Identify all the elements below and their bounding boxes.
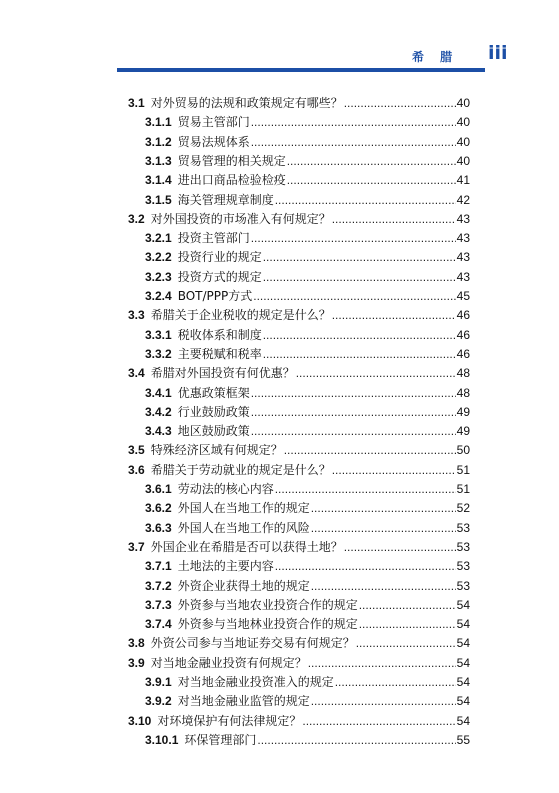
toc-entry[interactable] (145, 596, 470, 615)
toc-entry-title: 外资参与当地农业投资合作的规定 (177, 597, 358, 612)
toc-entry-page: 49 (456, 404, 470, 419)
toc-entry[interactable] (128, 712, 470, 731)
toc-entry-page: 54 (456, 597, 470, 612)
toc-entry-number: 3.4.1 (145, 385, 172, 400)
toc-entry-number: 3.2 (128, 211, 145, 226)
toc-leader-dots (251, 133, 456, 152)
toc-entry-title: 投资方式的规定 (177, 269, 262, 284)
toc-entry-page: 46 (456, 346, 470, 361)
toc-entry-page: 40 (456, 153, 470, 168)
toc-entry-title: 外资企业获得土地的规定 (177, 578, 310, 593)
toc-entry-number: 3.6.3 (145, 520, 172, 535)
toc-entry[interactable] (145, 731, 470, 750)
toc-leader-dots (263, 248, 456, 267)
header-rule (117, 68, 485, 72)
toc-leader-dots (356, 634, 456, 653)
toc-entry-title: 贸易管理的相关规定 (177, 153, 286, 168)
page-number: iii (488, 42, 508, 64)
toc-leader-dots (263, 268, 456, 287)
toc-entry-page: 40 (456, 96, 470, 110)
toc-entry-page: 53 (456, 539, 470, 554)
toc-entry-page: 46 (456, 327, 470, 342)
toc-entry-page: 48 (456, 385, 470, 400)
toc-entry-number: 3.9.2 (145, 694, 172, 709)
toc-leader-dots (251, 113, 456, 132)
toc-entry[interactable] (145, 577, 470, 596)
toc-entry-page: 41 (456, 173, 470, 188)
toc-leader-dots (332, 461, 456, 480)
toc-leader-dots (332, 210, 456, 229)
toc-entry-page: 53 (456, 578, 470, 593)
toc-entry-number: 3.6.1 (145, 482, 172, 496)
toc-leader-dots (251, 422, 456, 441)
toc-entry-number: 3.1.3 (145, 153, 172, 168)
toc-leader-dots (311, 519, 456, 538)
toc-entry-page: 53 (456, 520, 470, 535)
toc-entry-page: 51 (456, 482, 470, 496)
toc-entry-title: 地区鼓励政策 (177, 424, 250, 439)
toc-leader-dots (251, 229, 456, 248)
toc-entry[interactable] (128, 210, 470, 229)
toc-leader-dots (311, 692, 456, 711)
toc-entry-number: 3.5 (128, 443, 145, 458)
toc-entry-number: 3.8 (128, 636, 145, 651)
toc-entry-number: 3.10.1 (145, 732, 179, 747)
toc-entry[interactable] (145, 152, 470, 171)
toc-entry-number: 3.2.4 (145, 289, 172, 303)
toc-entry-number: 3.4.2 (145, 404, 172, 419)
toc-entry-title: 主要税赋和税率 (177, 346, 262, 361)
toc-entry-title: 贸易法规体系 (177, 134, 250, 149)
toc-entry-number: 3.1.1 (145, 115, 172, 130)
toc-entry-title: 希腊对外国投资有何优惠？ (150, 366, 295, 381)
toc-entry-title: 外资公司参与当地证券交易有何规定？ (150, 636, 355, 651)
toc-leader-dots (302, 712, 455, 731)
toc-entry[interactable] (145, 615, 470, 634)
toc-entry-number: 3.4 (128, 366, 145, 381)
toc-entry[interactable] (145, 248, 470, 267)
toc-entry-title: 外国人在当地工作的风险 (177, 520, 310, 535)
toc-entry-page: 40 (456, 134, 470, 149)
toc-entry-page: 54 (456, 655, 470, 670)
toc-leader-dots (257, 731, 455, 750)
toc-entry[interactable] (128, 94, 470, 113)
toc-entry[interactable] (145, 345, 470, 364)
running-header-title: 希 腊 (412, 50, 459, 64)
toc-leader-dots (335, 673, 456, 692)
toc-entry-page: 55 (456, 732, 470, 747)
toc-leader-dots (344, 94, 456, 113)
toc-entry-page: 49 (456, 424, 470, 439)
toc-entry-number: 3.4.3 (145, 424, 172, 439)
toc-entry-page: 43 (456, 250, 470, 265)
toc-entry-page: 43 (456, 231, 470, 246)
toc-leader-dots (287, 152, 456, 171)
toc-entry-page: 53 (456, 559, 470, 574)
toc-entry-page: 54 (456, 713, 470, 728)
toc-entry-number: 3.3.2 (145, 346, 172, 361)
toc-entry-title: 外国企业在希腊是否可以获得土地？ (150, 539, 343, 554)
toc-entry[interactable] (145, 499, 470, 518)
toc-leader-dots (308, 654, 456, 673)
toc-entry-page: 50 (456, 443, 470, 458)
toc-entry[interactable] (145, 326, 470, 345)
toc-entry-number: 3.9.1 (145, 675, 172, 689)
toc-entry-title: 对外国投资的市场准入有何规定？ (150, 211, 331, 226)
toc-leader-dots (311, 499, 456, 518)
toc-entry-page: 54 (456, 675, 470, 689)
toc-leader-dots (332, 306, 456, 325)
toc-entry-title: 劳动法的核心内容 (177, 482, 274, 496)
toc-entry[interactable] (128, 538, 470, 557)
toc-entry-number: 3.9 (128, 655, 145, 670)
toc-entry[interactable] (145, 133, 470, 152)
toc-leader-dots (359, 596, 456, 615)
toc-entry-title: BOT/PPP方式 (177, 289, 253, 303)
toc-entry-title: 对外贸易的法规和政策规定有哪些？ (150, 96, 343, 110)
toc-entry-page: 43 (456, 211, 470, 226)
toc-entry-number: 3.2.3 (145, 269, 172, 284)
toc-entry[interactable] (145, 287, 470, 306)
toc-leader-dots (275, 480, 456, 499)
toc-entry-title: 行业鼓励政策 (177, 404, 250, 419)
toc-entry-title: 投资主管部门 (177, 231, 250, 246)
toc-entry[interactable] (128, 306, 470, 325)
toc-entry-page: 42 (456, 192, 470, 207)
toc-entry-page: 40 (456, 115, 470, 130)
toc-entry[interactable] (145, 422, 470, 441)
toc-entry-number: 3.3.1 (145, 327, 172, 342)
toc-entry-title: 外国人在当地工作的规定 (177, 501, 310, 516)
toc-entry-title: 对当地金融业投资有何规定？ (150, 655, 307, 670)
toc-entry[interactable] (145, 480, 470, 499)
toc-entry-title: 希腊关于劳动就业的规定是什么？ (150, 462, 331, 477)
toc-leader-dots (344, 538, 456, 557)
toc-entry-title: 外资参与当地林业投资合作的规定 (177, 617, 358, 632)
toc-entry-page: 54 (456, 617, 470, 632)
toc-entry-number: 3.1.4 (145, 173, 172, 188)
toc-entry-number: 3.3 (128, 308, 145, 323)
toc-entry-page: 43 (456, 269, 470, 284)
toc-entry[interactable] (145, 384, 470, 403)
toc-entry-page: 46 (456, 308, 470, 323)
toc-entry[interactable] (128, 461, 470, 480)
toc-entry-number: 3.6 (128, 462, 145, 477)
toc-entry-number: 3.7.4 (145, 617, 172, 632)
toc-entry-title: 环保管理部门 (184, 732, 257, 747)
toc-entry-page: 54 (456, 636, 470, 651)
toc-leader-dots (263, 345, 456, 364)
toc-entry[interactable] (145, 229, 470, 248)
toc-entry[interactable] (145, 519, 470, 538)
toc-entry-number: 3.7.1 (145, 559, 172, 574)
toc-leader-dots (263, 326, 456, 345)
toc-entry-number: 3.1.5 (145, 192, 172, 207)
toc-entry-number: 3.6.2 (145, 501, 172, 516)
toc-entry-title: 投资行业的规定 (177, 250, 262, 265)
toc-leader-dots (251, 384, 456, 403)
toc-entry[interactable] (145, 673, 470, 692)
toc-leader-dots (296, 364, 456, 383)
toc-entry-title: 对当地金融业监管的规定 (177, 694, 310, 709)
toc-entry[interactable] (128, 364, 470, 383)
toc-leader-dots (253, 287, 455, 306)
toc-entry-title: 税收体系和制度 (177, 327, 262, 342)
toc-entry[interactable] (145, 692, 470, 711)
toc-entry-title: 贸易主管部门 (177, 115, 250, 130)
toc-leader-dots (275, 557, 456, 576)
toc-entry-title: 对当地金融业投资准入的规定 (177, 675, 334, 689)
toc-entry-number: 3.10 (128, 713, 152, 728)
toc-entry-number: 3.7.3 (145, 597, 172, 612)
toc-entry-number: 3.2.1 (145, 231, 172, 246)
toc-entry[interactable] (128, 654, 470, 673)
page-header (0, 40, 559, 80)
toc-entry-page: 54 (456, 694, 470, 709)
toc-entry-number: 3.7.2 (145, 578, 172, 593)
toc-entry-title: 希腊关于企业税收的规定是什么？ (150, 308, 331, 323)
toc-leader-dots (311, 577, 456, 596)
toc-entry-page: 45 (456, 289, 470, 303)
toc-entry[interactable] (145, 403, 470, 422)
toc-entry[interactable] (145, 191, 470, 210)
toc-leader-dots (275, 191, 456, 210)
toc-entry[interactable] (145, 113, 470, 132)
toc-entry[interactable] (128, 634, 470, 653)
toc-entry-title: 对环境保护有何法律规定？ (157, 713, 302, 728)
toc-entry-title: 土地法的主要内容 (177, 559, 274, 574)
toc-entry[interactable] (145, 268, 470, 287)
toc-leader-dots (359, 615, 456, 634)
toc-entry-page: 48 (456, 366, 470, 381)
toc-entry-title: 特殊经济区域有何规定？ (150, 443, 283, 458)
toc-entry-title: 优惠政策框架 (177, 385, 250, 400)
toc-entry-page: 52 (456, 501, 470, 516)
toc-leader-dots (284, 441, 456, 460)
toc-leader-dots (251, 403, 456, 422)
toc-entry[interactable] (145, 171, 470, 190)
toc-entry[interactable] (145, 557, 470, 576)
toc-leader-dots (287, 171, 456, 190)
toc-entry-page: 51 (456, 462, 470, 477)
toc-entry-title: 海关管理规章制度 (177, 192, 274, 207)
toc-entry-number: 3.1 (128, 96, 145, 110)
toc-entry-number: 3.2.2 (145, 250, 172, 265)
toc-entry-number: 3.1.2 (145, 134, 172, 149)
toc-entry-title: 进出口商品检验检疫 (177, 173, 286, 188)
toc-entry[interactable] (128, 441, 470, 460)
toc-entry-number: 3.7 (128, 539, 145, 554)
